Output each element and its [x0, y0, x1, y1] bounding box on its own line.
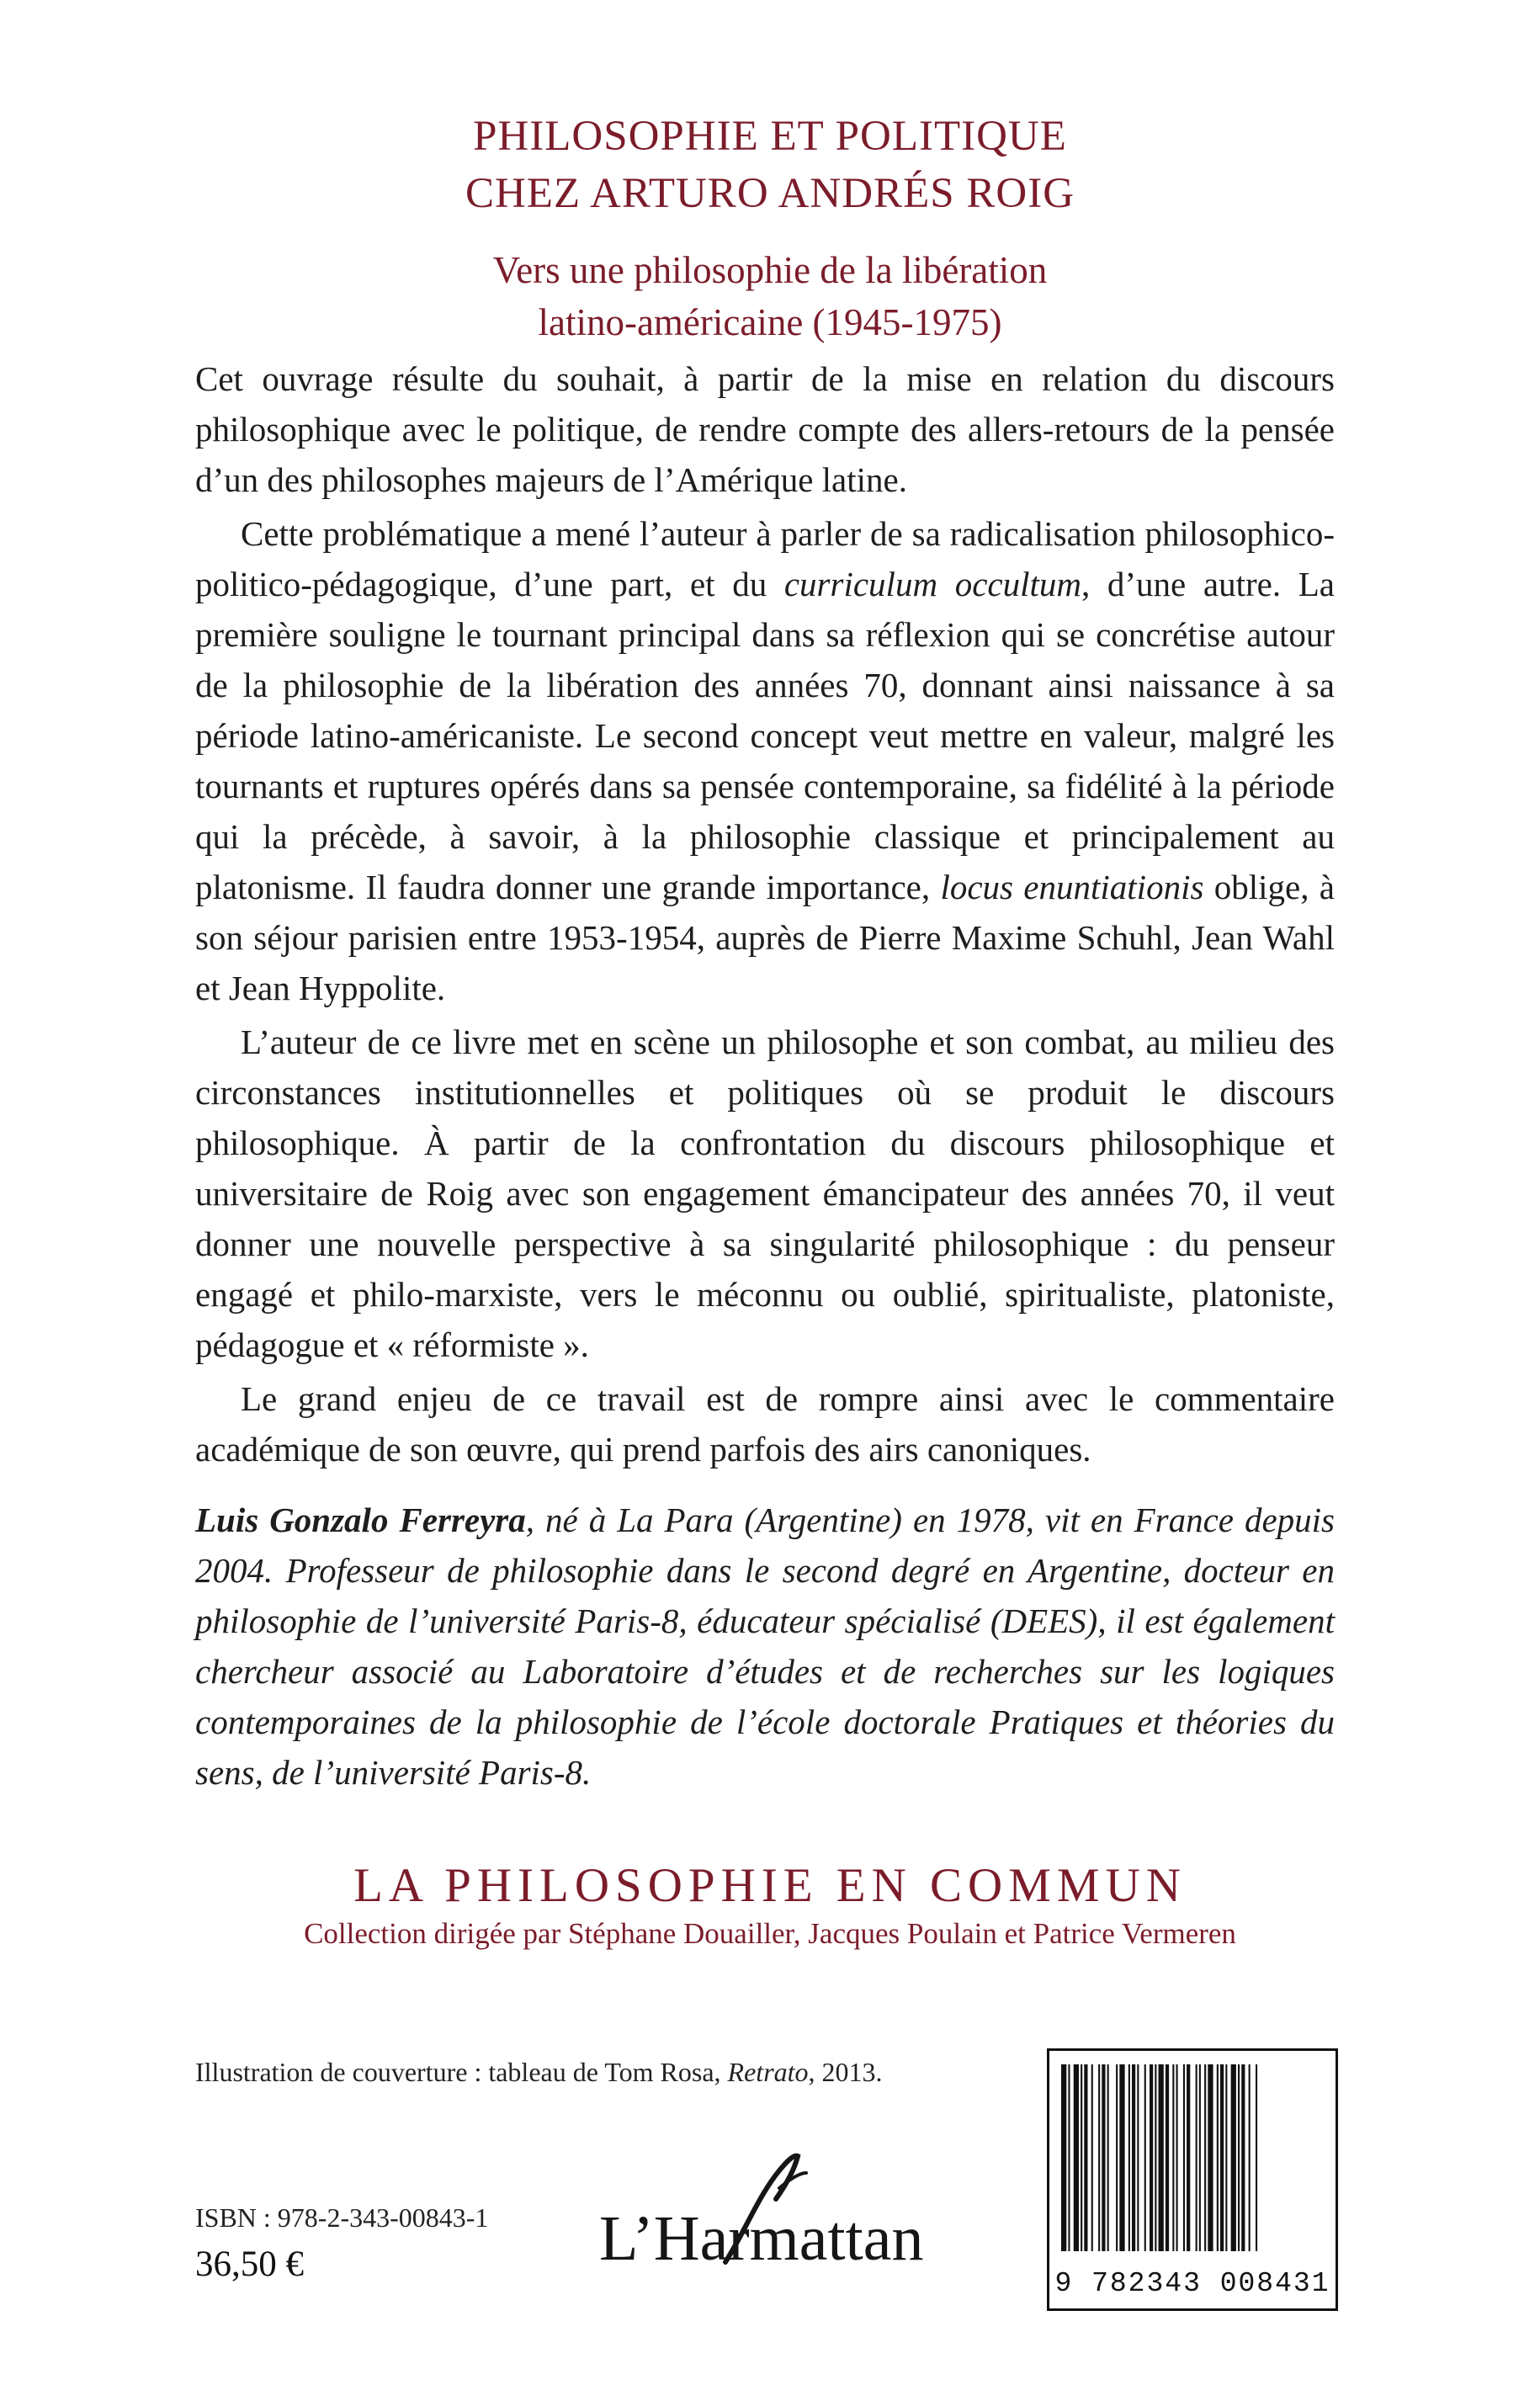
collection-editors: Collection dirigée par Stéphane Douailler, Jacques Poulain et Patrice Vermeren — [304, 1917, 1236, 1950]
isbn: ISBN : 978-2-343-00843-1 — [195, 2202, 489, 2233]
credit-work-title: Retrato — [727, 2057, 809, 2087]
barcode-bar — [1081, 2064, 1082, 2251]
collection-name: LA PHILOSOPHIE EN COMMUN — [353, 1859, 1187, 1912]
barcode-bar — [1102, 2064, 1105, 2251]
barcode-bar — [1119, 2064, 1124, 2251]
book-title-line-1: PHILOSOPHIE ET POLITIQUE — [473, 113, 1067, 160]
barcode-bar — [1132, 2064, 1135, 2251]
barcode-bars — [1049, 2051, 1336, 2261]
subtitle-line-2: latino-américaine (1945-1975) — [538, 301, 1002, 343]
blurb-paragraph-4: Le grand enjeu de ce travail est de rompre ainsi avec le commentaire académique de son œuvre, qui prend parfois des airs canoniques. — [195, 1379, 1335, 1469]
barcode-bar — [1144, 2064, 1146, 2251]
title-block — [0, 108, 1540, 348]
barcode-bar — [1187, 2064, 1190, 2251]
author-bio-text: , né à La Para (Argentine) en 1978, vit en France depuis 2004. Professeur de philosophie dans le second degré en Argentine, docteur en philosophie de l’université Paris-8, éducateur spécialisé (DEES), il est également chercheur associé au Laboratoire d’études et de recherches sur les logiques contemporaines de la philosophie de l’école doctorale Pratiques et théories du sens, de l’université Paris-8. — [195, 1501, 1336, 1792]
price: 36,50 € — [195, 2244, 304, 2284]
collection-block — [0, 1856, 1540, 1952]
barcode-bar — [1220, 2064, 1224, 2251]
blurb-p2-part-b: , d’une autre. La première souligne le tournant principal dans sa réflexion qui se concrétise autour de la philosophie de la libération des années 70, donnant ainsi naissance à sa période latino-américaniste. Le second concept veut mettre en valeur, malgré les tournants et ruptures opérés dans sa pensée contemporaine, sa fidélité à la période qui la précède, à savoir, à la philosophie classique et principalement au platonisme. Il faudra donner une grande importance, — [195, 565, 1335, 906]
barcode-bar — [1231, 2064, 1236, 2251]
barcode-bar — [1217, 2064, 1219, 2251]
barcode-bar — [1116, 2064, 1118, 2251]
blurb-p2-part-c: oblige, à son séjour parisien entre 1953-1954, auprès de Pierre Maxime Schuhl, Jean Wahl et Jean Hyppolite. — [195, 868, 1335, 1007]
barcode-bar — [1249, 2064, 1251, 2251]
publisher-name: L’Harmattan — [599, 2203, 924, 2274]
barcode-bar — [1155, 2064, 1156, 2251]
barcode-bar — [1074, 2064, 1079, 2251]
barcode-bar — [1241, 2064, 1245, 2251]
barcode-bar — [1068, 2064, 1070, 2251]
barcode-bar — [1256, 2064, 1257, 2251]
barcode-bar — [1204, 2064, 1206, 2251]
blurb — [195, 353, 1335, 1474]
blurb-paragraph-2 — [195, 508, 1335, 1013]
author-bio — [195, 1495, 1335, 1798]
barcode-bar — [1225, 2064, 1227, 2251]
blurb-p2-italic-locus: locus enuntiationis — [940, 868, 1204, 906]
publisher-logo — [599, 2136, 936, 2279]
barcode-bar — [1061, 2064, 1066, 2251]
barcode-bar — [1137, 2064, 1139, 2251]
barcode-bar — [1159, 2064, 1164, 2251]
book-title-line-2: CHEZ ARTURO ANDRÉS ROIG — [465, 170, 1075, 217]
barcode-bar — [1172, 2064, 1174, 2251]
barcode — [1047, 2048, 1338, 2311]
barcode-bar — [1176, 2064, 1178, 2251]
barcode-bar — [1084, 2064, 1087, 2251]
barcode-bar — [1183, 2064, 1185, 2251]
blurb-paragraph-3: L’auteur de ce livre met en scène un philosophe et son combat, au milieu des circonstances institutionnelles et politiques où se produit le discours philosophique. À partir de la confrontation du discours philosophique et universitaire de Roig avec son engagement émancipateur des années 70, il veut donner une nouvelle perspective à sa singularité philosophique : du penseur engagé et philo-marxiste, vers le méconnu ou oublié, spiritualiste, platoniste, pédagogue et « réformiste ». — [195, 1023, 1335, 1364]
blurb-paragraph-1: Cet ouvrage résulte du souhait, à partir de la mise en relation du discours philosophique avec le politique, de rendre compte des allers-retours de la pensée d’un des philosophes majeurs de l’Amérique latine. — [195, 359, 1335, 499]
barcode-bar — [1196, 2064, 1197, 2251]
barcode-bar — [1166, 2064, 1169, 2251]
blurb-p2-part-a: Cette problématique a mené l’auteur à parler de sa radicalisation philosophico-politico-pédagogique, d’une part, et du — [195, 514, 1335, 603]
subtitle — [0, 244, 1540, 348]
author-name: Luis Gonzalo Ferreyra — [195, 1501, 526, 1539]
barcode-bar — [1107, 2064, 1109, 2251]
barcode-bar — [1128, 2064, 1130, 2251]
credit-prefix: Illustration de couverture : tableau de Tom Rosa, — [195, 2057, 728, 2087]
barcode-bar — [1091, 2064, 1093, 2251]
subtitle-line-1: Vers une philosophie de la libération — [492, 249, 1048, 291]
cover-illustration-credit — [195, 2055, 883, 2089]
barcode-bar — [1150, 2064, 1153, 2251]
barcode-bar — [1208, 2064, 1213, 2251]
blurb-p2-italic-curriculum: curriculum occultum — [783, 565, 1081, 603]
barcode-bar — [1098, 2064, 1100, 2251]
barcode-digits: 9 782343 008431 — [1054, 2268, 1330, 2299]
barcode-bar — [1199, 2064, 1201, 2251]
barcode-bar — [1238, 2064, 1240, 2251]
credit-suffix: , 2013. — [808, 2057, 883, 2087]
